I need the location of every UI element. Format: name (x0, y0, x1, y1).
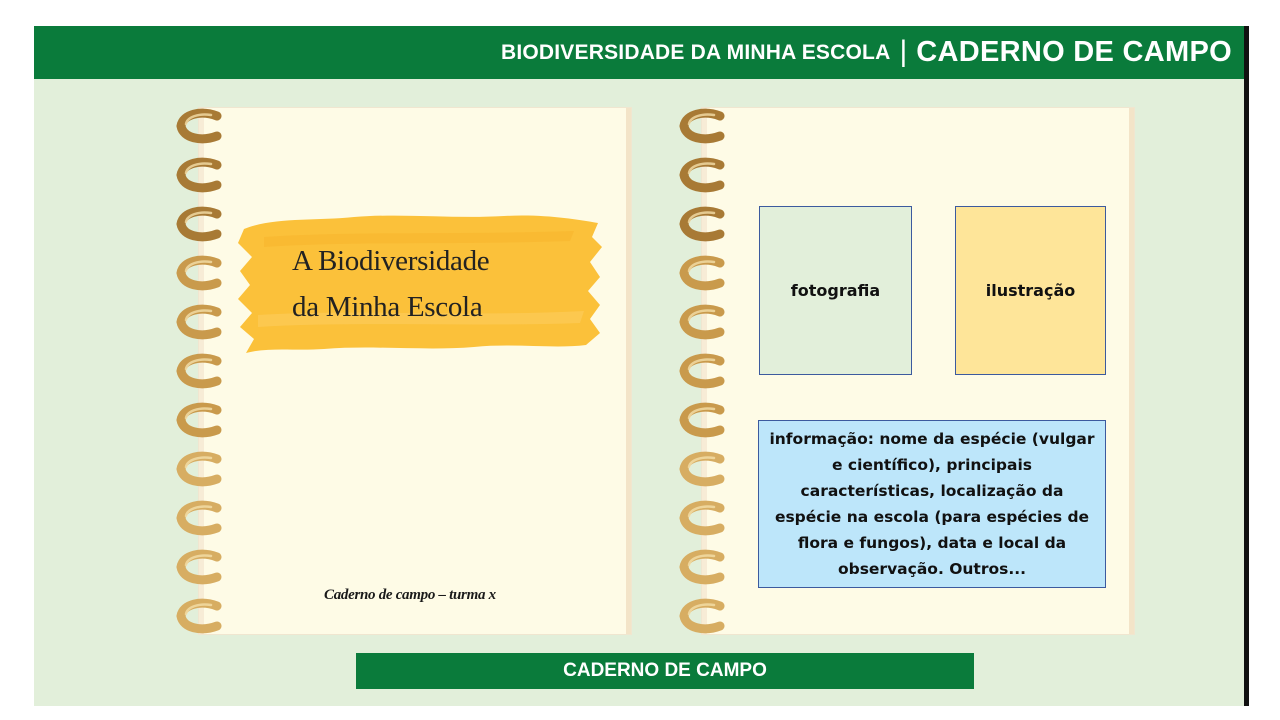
spiral-ring-icon (181, 505, 217, 531)
photo-label: fotografia (790, 281, 881, 300)
spiral-ring-icon (181, 554, 217, 580)
spiral-ring-icon (181, 260, 217, 286)
spiral-ring-icon (181, 456, 217, 482)
spiral-binding-icon (674, 108, 734, 634)
spiral-ring-icon (181, 603, 217, 629)
spiral-ring-icon (684, 554, 720, 580)
header-subtitle: BIODIVERSIDADE DA MINHA ESCOLA (500, 40, 891, 64)
cover-title-line-2: da Minha Escola (292, 291, 483, 323)
information-box (758, 420, 1106, 588)
information-text: informação: nome da espécie (vulgar e científico), principais características, localização da espécie na escola (para espécies de flora e fungos), data e local da observação. Outros... (769, 430, 1095, 578)
spiral-binding-icon (171, 108, 231, 634)
header-title: CADERNO DE CAMPO (916, 36, 1232, 68)
cover-title-line-1: A Biodiversidade (292, 245, 490, 277)
notebook-cover (171, 108, 631, 634)
right-edge-border (1244, 26, 1249, 706)
spiral-ring-icon (181, 309, 217, 335)
spiral-ring-icon (684, 162, 720, 188)
photo-placeholder (759, 206, 912, 375)
footer-bar (356, 653, 974, 689)
header-separator: | (899, 34, 908, 68)
slide (34, 26, 1244, 706)
spiral-ring-icon (684, 456, 720, 482)
spiral-ring-icon (684, 358, 720, 384)
spiral-ring-icon (684, 113, 720, 139)
cover-page (199, 108, 631, 634)
cover-footer: Caderno de campo – turma x (324, 587, 496, 603)
cover-title (292, 238, 592, 330)
spiral-ring-icon (684, 309, 720, 335)
spiral-ring-icon (181, 407, 217, 433)
footer-label: CADERNO DE CAMPO (563, 660, 767, 681)
spiral-ring-icon (684, 211, 720, 237)
spiral-ring-icon (684, 603, 720, 629)
illustration-placeholder (955, 206, 1106, 375)
spiral-ring-icon (684, 407, 720, 433)
illustration-label: ilustração (985, 281, 1076, 300)
header-bar (34, 26, 1244, 79)
spiral-ring-icon (684, 260, 720, 286)
spiral-ring-icon (181, 113, 217, 139)
spiral-ring-icon (684, 505, 720, 531)
spiral-ring-icon (181, 358, 217, 384)
spiral-ring-icon (181, 162, 217, 188)
spiral-ring-icon (181, 211, 217, 237)
